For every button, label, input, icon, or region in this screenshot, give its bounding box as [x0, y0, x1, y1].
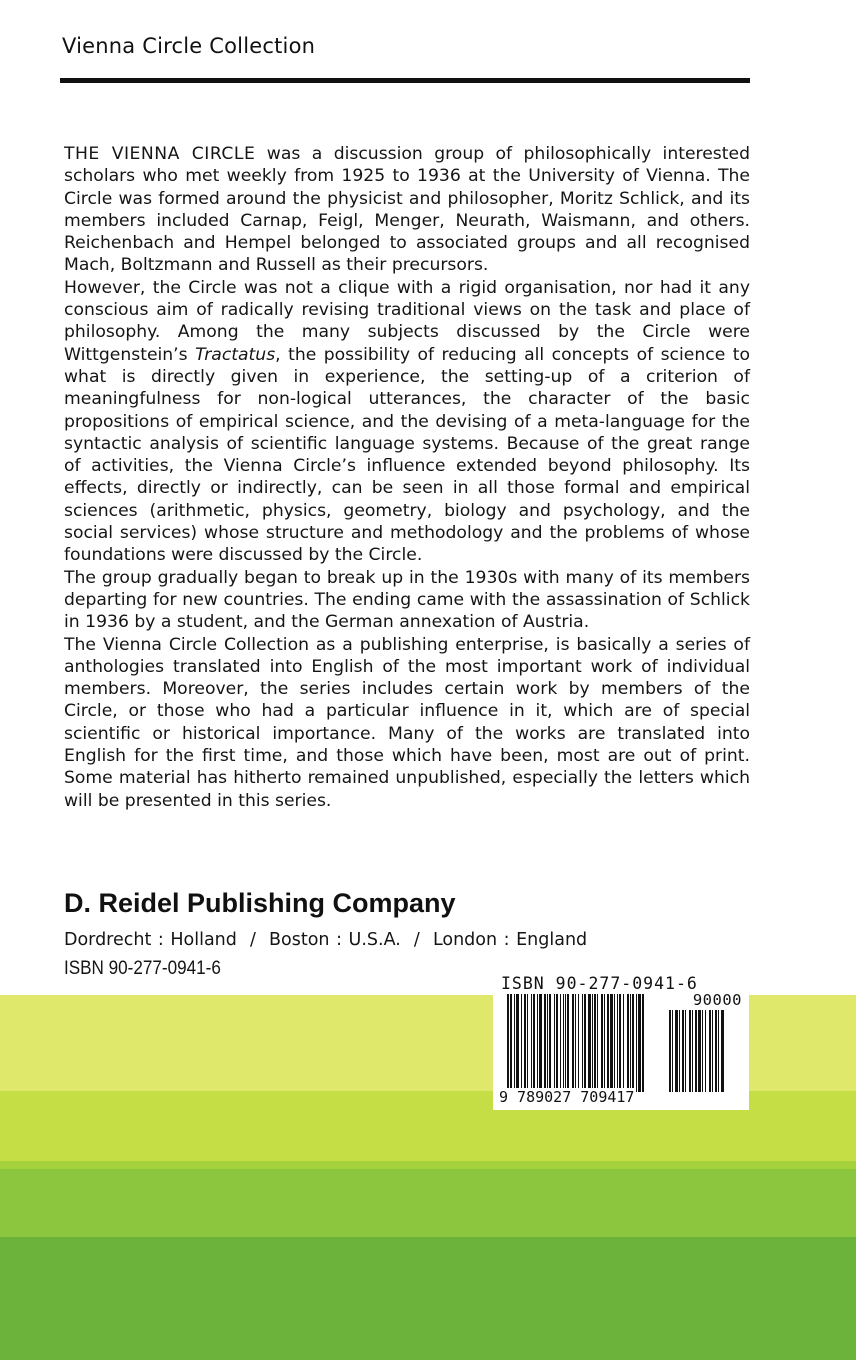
barcode-bar	[627, 994, 629, 1092]
tractatus-title: Tractatus	[195, 344, 276, 365]
barcode-bar	[544, 994, 546, 1092]
barcode-bar	[619, 994, 621, 1092]
barcode-bar	[689, 1010, 691, 1092]
barcode-bar	[592, 994, 593, 1092]
blurb-paragraph-1-text: was a discussion group of philosophically interested scholars who met weekly from 1925 to 1936 at the University of Vienna. The Circle was formed around the physicist and philosopher, Moritz Schlick, and its members included Carnap, Feigl, Menger, Neurath, Waismann, and others. Reichenbach and Hempel belonged to associated groups and all recognised Mach, Boltzmann and Russell as their precursors.	[64, 144, 750, 276]
barcode-bar	[698, 1010, 701, 1092]
barcode-bar	[537, 994, 538, 1092]
barcode-bar	[556, 994, 558, 1092]
color-band-4	[0, 1169, 856, 1237]
barcode-bar	[547, 994, 548, 1092]
barcode-bar	[521, 994, 522, 1092]
publisher-cities: Dordrecht : Holland / Boston : U.S.A. / London : England	[64, 930, 588, 950]
barcode	[493, 970, 749, 1110]
barcode-bars	[507, 994, 657, 1092]
color-band-3	[0, 1161, 856, 1169]
barcode-bar	[630, 994, 631, 1092]
barcode-bar	[617, 994, 618, 1092]
barcode-bar	[567, 994, 569, 1092]
blurb-paragraph-2-after: , the possibility of reducing all concepts of science to what is directly given in experience, the setting-up of a criterion of meaningfulness for non-logical utterances, the character of the basic propositions of empirical science, and the devising of a meta-language for the syntactic analysis of scientific language systems. Because of the great range of activities, the Vienna Circle’s influence extended beyond philosophy. Its effects, directly or indirectly, can be seen in all those formal and empirical sciences (arithmetic, physics, geometry, biology and psychology, and the social services) whose structure and methodology and the problems of whose foundations were discussed by the Circle.	[64, 344, 750, 566]
barcode-bar	[516, 994, 519, 1092]
barcode-bar	[636, 994, 637, 1092]
barcode-bar	[614, 994, 615, 1092]
barcode-bar	[715, 1010, 717, 1092]
barcode-bar	[702, 1010, 703, 1092]
barcode-bar	[549, 994, 551, 1092]
barcode-bar	[565, 994, 566, 1092]
barcode-bar	[675, 1010, 678, 1092]
blurb-paragraph-2-before: However, the Circle was not a clique with a rigid organisation, nor had it any conscious aim of radically revising traditional views on the task and place of philosophy. Among the many subjects discussed by the Circle were Wittgenstein’s	[64, 277, 750, 365]
barcode-bar	[572, 994, 574, 1092]
barcode-bar	[709, 1010, 711, 1092]
barcode-bar	[610, 994, 613, 1092]
blurb-paragraph-4: The Vienna Circle Collection as a publishing enterprise, is basically a series of anthologies translated into English of the most important work of individual members. Moreover, the series includes certain work by members of the Circle, or those who had a particular influence in it, which are of special scientific or historical importance. Many of the works are translated into English for the first time, and those which have been, most are out of print. Some material has hitherto remained unpublished, especially the letters which will be presented in this series.	[64, 634, 750, 811]
barcode-bar	[632, 994, 634, 1092]
blurb-lead: THE VIENNA CIRCLE	[64, 144, 256, 164]
barcode-bar	[721, 1010, 724, 1092]
barcode-bar	[514, 994, 515, 1092]
barcode-bar	[510, 994, 512, 1092]
barcode-ean-digits: 9 789027 709417	[499, 1088, 635, 1106]
barcode-bar	[672, 1010, 673, 1092]
barcode-bar	[692, 1010, 693, 1092]
barcode-bar	[682, 1010, 684, 1092]
barcode-bar	[638, 994, 641, 1092]
barcode-bar	[507, 994, 509, 1092]
blurb-paragraph-3: The group gradually began to break up in the 1930s with many of its members departing for new countries. The ending came with the assassination of Schlick in 1936 by a student, and the German annexation of Austria.	[64, 567, 750, 633]
barcode-bar	[563, 994, 564, 1092]
barcode-bar	[669, 1010, 671, 1092]
barcode-bar	[718, 1010, 719, 1092]
barcode-bar	[712, 1010, 713, 1092]
barcode-bar	[679, 1010, 680, 1092]
barcode-bar	[539, 994, 542, 1092]
blurb-paragraph-2	[64, 277, 750, 567]
barcode-bar	[527, 994, 528, 1092]
barcode-bar	[554, 994, 555, 1092]
barcode-bar	[695, 1010, 697, 1092]
barcode-bar	[584, 994, 586, 1092]
barcode-bar	[685, 1010, 686, 1092]
blurb-paragraph-1	[64, 143, 750, 277]
barcode-bar	[705, 1010, 706, 1092]
isbn-number: ISBN 90-277-0941-6	[64, 958, 221, 979]
barcode-bar	[623, 994, 624, 1092]
barcode-bar	[533, 994, 535, 1092]
color-band-5	[0, 1237, 856, 1360]
back-cover-blurb	[64, 143, 750, 812]
barcode-bar	[607, 994, 609, 1092]
barcode-bar	[594, 994, 596, 1092]
barcode-bar	[642, 994, 644, 1092]
barcode-bar	[597, 994, 598, 1092]
barcode-bar	[604, 994, 605, 1092]
barcode-bar	[588, 994, 591, 1092]
barcode-bar	[575, 994, 576, 1092]
publisher-name: D. Reidel Publishing Company	[64, 888, 456, 918]
barcode-bar	[531, 994, 532, 1092]
barcode-addon-number: 90000	[692, 991, 742, 1009]
barcode-addon-bars	[669, 1010, 741, 1092]
header-rule	[60, 78, 750, 83]
series-title: Vienna Circle Collection	[62, 34, 316, 58]
barcode-bar	[582, 994, 583, 1092]
barcode-bar	[578, 994, 579, 1092]
barcode-bar	[560, 994, 561, 1092]
barcode-isbn-label: ISBN 90-277-0941-6	[501, 974, 698, 993]
barcode-bar	[601, 994, 603, 1092]
barcode-bar	[524, 994, 526, 1092]
